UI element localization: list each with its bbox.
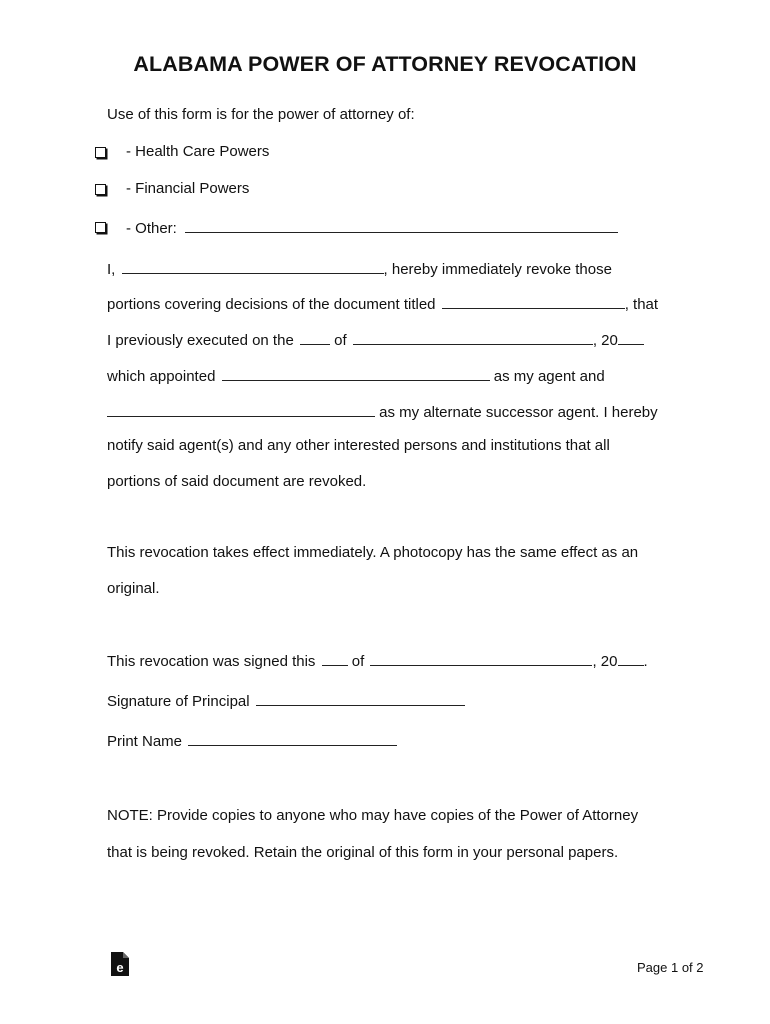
executed-year-field[interactable] — [618, 329, 644, 345]
signed-line — [107, 650, 648, 672]
signed-month-field[interactable] — [370, 650, 592, 666]
body-line-3 — [107, 329, 644, 351]
note-line-1: NOTE: Provide copies to anyone who may have copies of the Power of Attorney — [107, 807, 639, 824]
other-option — [126, 217, 618, 239]
line1-end: , hereby immediately revoke those — [383, 261, 612, 278]
other-field[interactable] — [185, 217, 618, 233]
body-line-4 — [107, 365, 605, 387]
signature-field[interactable] — [256, 690, 465, 706]
other-checkbox[interactable] — [95, 222, 106, 233]
svg-text:e: e — [116, 960, 124, 975]
intro-text: Use of this form is for the power of attorney of: — [107, 106, 415, 123]
line4-start: which appointed — [107, 368, 216, 385]
effect-line-1: This revocation takes effect immediately. A photocopy has the same effect as an — [107, 544, 639, 561]
effect-line-2: original. — [107, 580, 160, 597]
document-title-field[interactable] — [442, 293, 625, 309]
health-care-label: - Health Care Powers — [126, 143, 270, 160]
signed-day-field[interactable] — [322, 650, 348, 666]
line2-start: portions covering decisions of the document titled — [107, 296, 436, 313]
print-name-line — [107, 730, 397, 752]
print-name-label: Print Name — [107, 733, 183, 750]
body-line-5 — [107, 401, 658, 423]
print-name-field[interactable] — [188, 730, 397, 746]
signed-year-prefix: , 20 — [592, 653, 618, 670]
executed-month-field[interactable] — [353, 329, 593, 345]
signed-of: of — [351, 653, 365, 670]
principal-name-field[interactable] — [122, 258, 384, 274]
signed-start: This revocation was signed this — [107, 653, 316, 670]
financial-checkbox[interactable] — [95, 184, 106, 195]
health-care-checkbox[interactable] — [95, 147, 106, 158]
body-line-2 — [107, 293, 658, 315]
line3-of: of — [334, 332, 347, 349]
note-line-2: that is being revoked. Retain the original of this form in your personal papers. — [107, 844, 619, 861]
agent-name-field[interactable] — [222, 365, 490, 381]
body-line-6: notify said agent(s) and any other interested persons and institutions that all — [107, 437, 610, 454]
signed-year-field[interactable] — [618, 650, 644, 666]
page-number: Page 1 of 2 — [637, 960, 704, 975]
signed-period: . — [643, 653, 648, 670]
signature-label: Signature of Principal — [107, 693, 250, 710]
line1-start: I, — [107, 261, 116, 278]
body-line-7: portions of said document are revoked. — [107, 473, 367, 490]
document-title: ALABAMA POWER OF ATTORNEY REVOCATION — [133, 52, 637, 76]
signature-line — [107, 690, 465, 712]
executed-day-field[interactable] — [300, 329, 330, 345]
line5-end: as my alternate successor agent. I hereby — [379, 404, 658, 421]
successor-agent-field[interactable] — [107, 401, 375, 417]
line3-year-prefix: , 20 — [592, 332, 618, 349]
financial-label: - Financial Powers — [126, 180, 250, 197]
line3-start: I previously executed on the — [107, 332, 294, 349]
other-label: - Other: — [126, 220, 177, 237]
line2-end: , that — [624, 296, 659, 313]
body-line-1 — [107, 258, 612, 280]
eforms-logo-icon — [110, 951, 130, 977]
line4-end: as my agent and — [493, 368, 605, 385]
